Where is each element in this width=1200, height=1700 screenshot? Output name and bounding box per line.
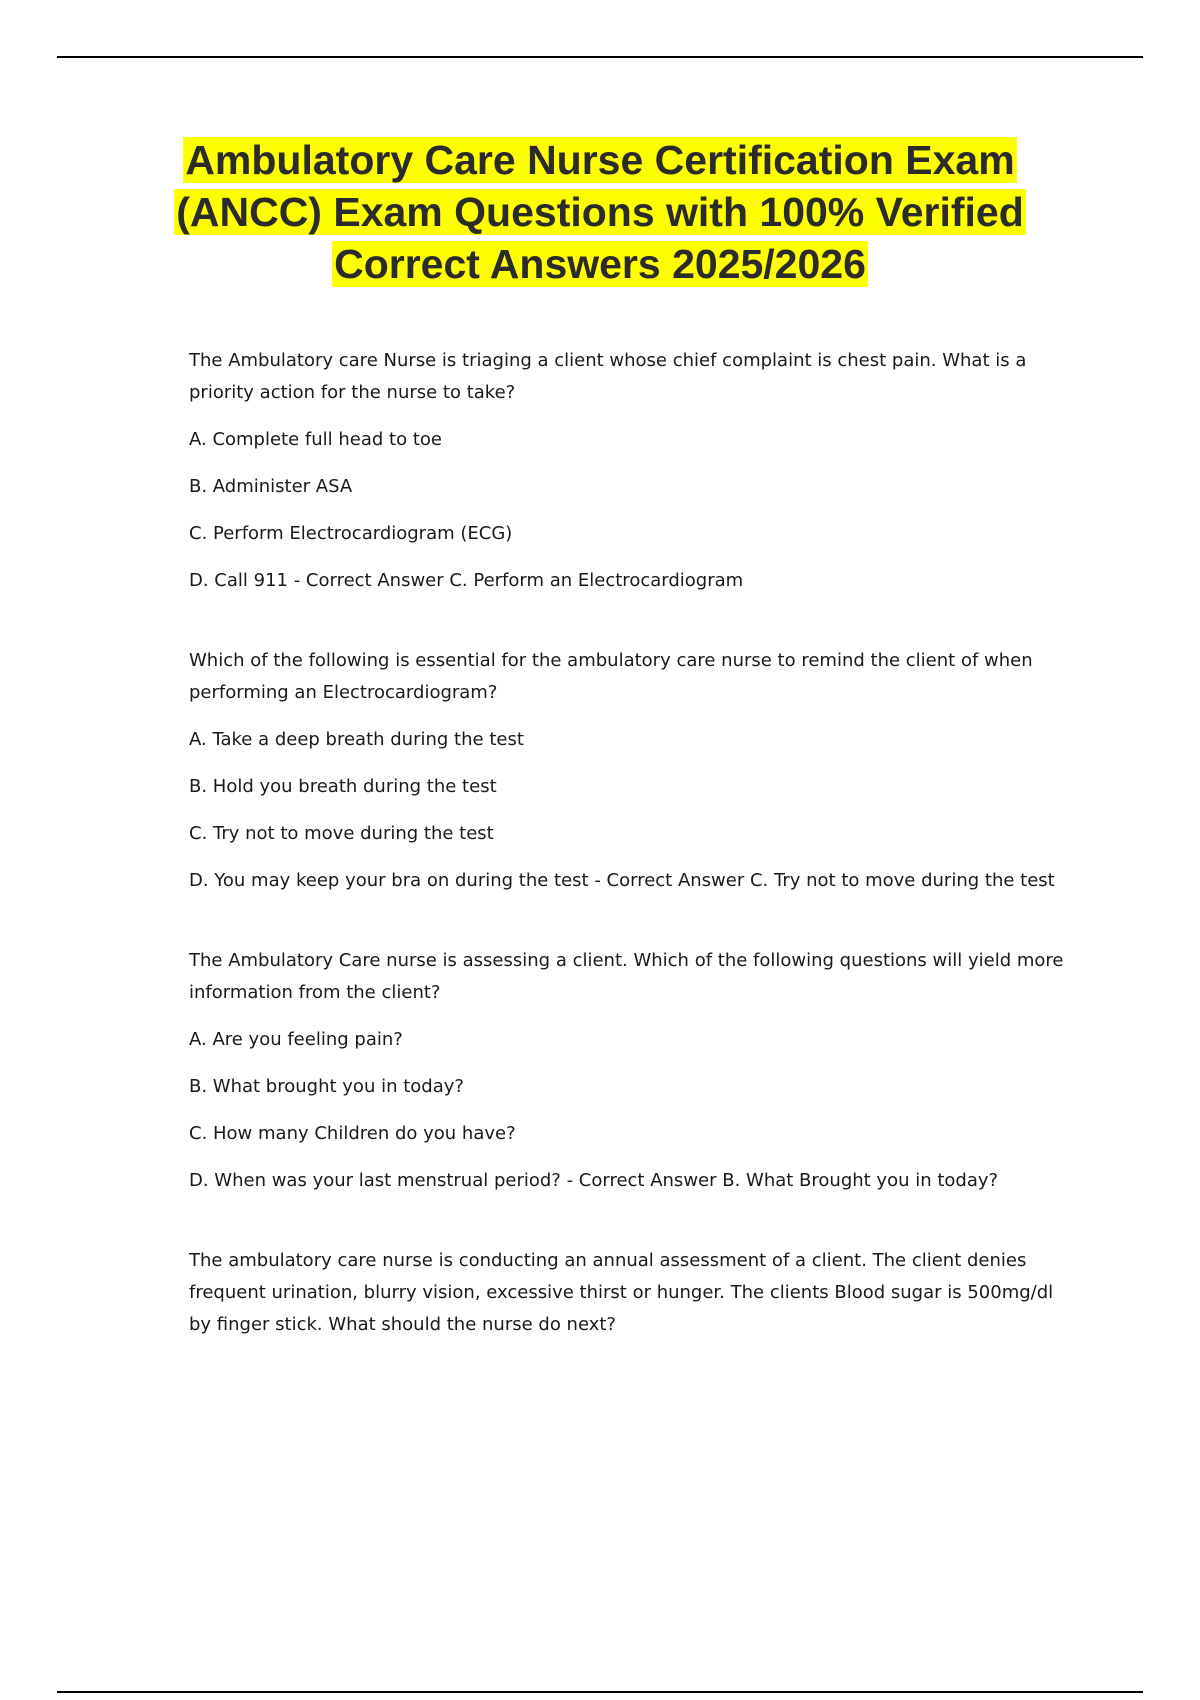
bottom-divider xyxy=(57,1691,1143,1693)
answer-option-d: D. You may keep your bra on during the test - Correct Answer C. Try not to move during the test xyxy=(189,870,1055,891)
answer-option-a: A. Complete full head to toe xyxy=(189,429,442,450)
question-text: The Ambulatory care Nurse is triaging a client whose chief complaint is chest pain. What is a priority action for the nurse to take? xyxy=(189,350,1027,403)
top-divider xyxy=(57,56,1143,58)
question-text: Which of the following is essential for the ambulatory care nurse to remind the client of when performing an Electrocardiogram? xyxy=(189,650,1033,703)
question-3 xyxy=(189,945,1069,1197)
question-text: The Ambulatory Care nurse is assessing a client. Which of the following questions will yield more information from the client? xyxy=(189,950,1064,1003)
answer-option-d: D. Call 911 - Correct Answer C. Perform an Electrocardiogram xyxy=(189,570,744,591)
question-1 xyxy=(189,345,1069,597)
answer-option-b: B. What brought you in today? xyxy=(189,1076,464,1097)
answer-option-a: A. Are you feeling pain? xyxy=(189,1029,403,1050)
document-title-block xyxy=(150,134,1050,290)
answer-option-d: D. When was your last menstrual period? - Correct Answer B. What Brought you in today? xyxy=(189,1170,999,1191)
question-list xyxy=(189,345,1069,1389)
answer-option-b: B. Hold you breath during the test xyxy=(189,776,497,797)
answer-option-c: C. How many Children do you have? xyxy=(189,1123,516,1144)
question-2 xyxy=(189,645,1069,897)
answer-option-c: C. Perform Electrocardiogram (ECG) xyxy=(189,523,513,544)
answer-option-a: A. Take a deep breath during the test xyxy=(189,729,524,750)
question-4 xyxy=(189,1245,1069,1341)
answer-option-c: C. Try not to move during the test xyxy=(189,823,494,844)
question-text: The ambulatory care nurse is conducting an annual assessment of a client. The client denies frequent urination, blurry vision, excessive thirst or hunger. The clients Blood sugar is 500mg/dl by finger stick. What should the nurse do next? xyxy=(189,1250,1054,1335)
document-title: Ambulatory Care Nurse Certification Exam (ANCC) Exam Questions with 100% Verified Correct Answers 2025/2026 xyxy=(176,137,1024,287)
answer-option-b: B. Administer ASA xyxy=(189,476,353,497)
